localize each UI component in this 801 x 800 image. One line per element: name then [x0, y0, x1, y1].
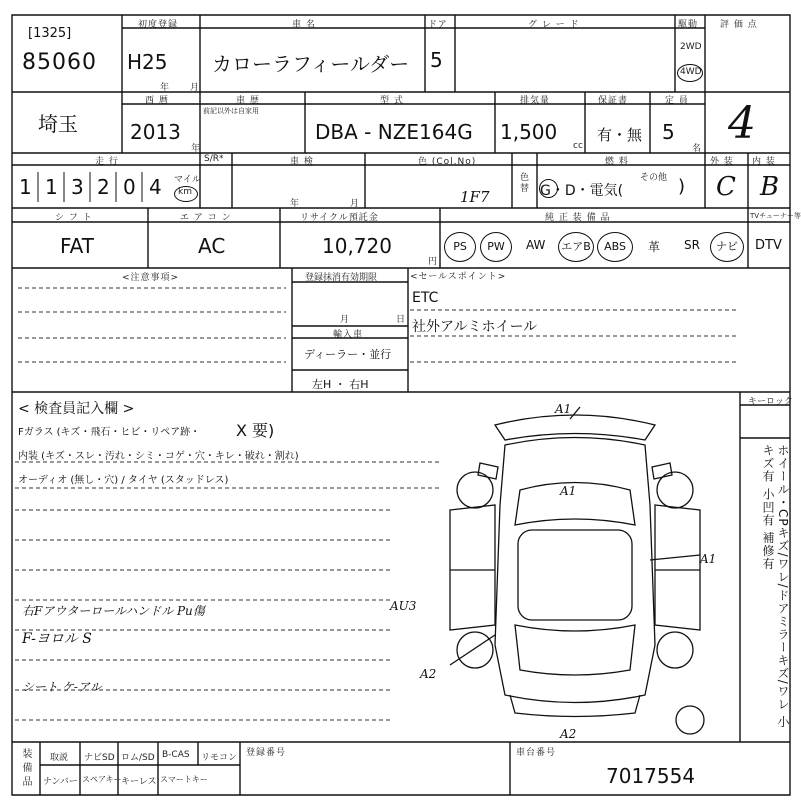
footer-item-smart-key: スマートキー: [160, 775, 208, 784]
inspection-line-1: Fガラス (キズ・飛石・ヒビ・リペア跡・: [18, 427, 201, 438]
day-label: 日: [396, 315, 407, 325]
displacement-label: 排気量: [520, 96, 551, 106]
equip-leather: 革: [648, 240, 661, 254]
footer-item-number: ナンバー: [43, 777, 78, 787]
mileage-digit-3: 3: [71, 175, 84, 199]
western-year-unit: 年: [191, 144, 202, 154]
equip-sr: SR: [684, 238, 700, 252]
mileage-digit-2: 1: [45, 175, 58, 199]
equipment-label: 純 正 装 備 品: [545, 213, 611, 223]
equip-ps: PS: [444, 232, 476, 262]
fuel-label: 燃 料: [605, 157, 629, 167]
inspection-line-3: オーディオ (無し・穴) / タイヤ (スタッドレス): [18, 475, 229, 486]
mile-unit: マイル: [174, 175, 201, 185]
exterior-value: C: [716, 172, 736, 202]
km-unit: km: [178, 187, 192, 197]
score-value: 4: [728, 98, 756, 149]
inspection-label: 車 検: [290, 157, 314, 167]
fuel-g-circle: [539, 179, 558, 198]
lot-code: [1325]: [28, 26, 72, 41]
chassis-value: 7017554: [606, 764, 696, 788]
warranty-label: 保証書: [598, 96, 629, 106]
grade-label: グ レ ー ド: [528, 20, 580, 30]
inspection-line-2: 内装 (キズ・スレ・汚れ・シミ・コゲ・穴・キレ・破れ・割れ): [18, 451, 299, 462]
capacity-label: 定 員: [665, 96, 689, 106]
mark-a1-right: A1: [700, 552, 717, 566]
key-lock-label: キーロック: [748, 397, 793, 407]
prefecture-value: 埼玉: [38, 112, 78, 136]
mark-a2-bottom: A2: [560, 727, 577, 741]
aircon-label: エ ア コ ン: [180, 213, 232, 223]
car-name-value: カローラフィールダー: [212, 52, 410, 76]
warranty-value: 有・無: [597, 126, 643, 144]
hand-note-1: 右Fアウターロールハンドル Pu傷: [22, 604, 205, 618]
drive-label: 駆動: [678, 20, 699, 30]
footer-item-rom-sd: ロム/SD: [121, 753, 155, 763]
inspection-title: < 検査員記入欄 >: [18, 401, 135, 417]
footer-item-manual: 取説: [50, 753, 69, 763]
person-unit: 名: [692, 144, 703, 154]
mileage-digit-4: 2: [97, 175, 110, 199]
first-reg-month-unit: 月: [190, 83, 201, 93]
first-reg-value: H25: [127, 50, 168, 74]
first-reg-label: 初度登録: [138, 20, 179, 30]
hand-note-2: F-ヨロル S: [22, 631, 92, 647]
steering-value: 左H ・ 右H: [312, 378, 369, 391]
footer-item-keyless: キーレス: [121, 777, 157, 787]
footer-item-spare-key: スペアキー: [82, 775, 122, 784]
color-no-value: 1F7: [460, 188, 490, 206]
western-year-value: 2013: [130, 120, 181, 144]
footer-item-remote: リモコン: [201, 753, 238, 763]
mark-a1-roof: A1: [560, 484, 577, 498]
score-label: 評 価 点: [720, 20, 758, 30]
recycle-label: リサイクル預託金: [300, 213, 379, 223]
model-value: DBA - NZE164G: [315, 120, 473, 144]
reg-deadline-label: 登録抹消有効期限: [305, 273, 378, 283]
side-note: ホイール・CPキズ/ワレ/ドアミラーキズ/ワレ 小キズ有 小凹有 補修有: [761, 444, 790, 729]
footer-items-label: 装備品: [20, 748, 31, 790]
color-label: 色 (Col.No): [418, 157, 477, 167]
car-diagram: [390, 395, 740, 741]
yen-unit: 円: [428, 257, 439, 267]
tv-value: DTV: [755, 238, 782, 253]
mileage-digit-6: 4: [149, 175, 162, 199]
fuel-other-label: その他: [640, 173, 668, 183]
shift-label: シ フ ト: [55, 213, 93, 223]
equip-abs: ABS: [597, 232, 633, 262]
car-name-label: 車 名: [292, 20, 316, 30]
door-value: 5: [430, 48, 443, 72]
sales-point-label: <セールスポイント>: [410, 272, 507, 282]
aircon-value: AC: [198, 234, 226, 258]
hand-note-3: シート ケ-アル: [22, 680, 102, 694]
mileage-digit-5: 0: [123, 175, 136, 199]
equip-airbag: エアB: [558, 232, 594, 262]
sales-point-1: ETC: [412, 290, 439, 306]
equip-pw: PW: [480, 232, 512, 262]
first-reg-year-unit: 年: [160, 83, 171, 93]
exterior-label: 外 装: [710, 157, 734, 167]
history-label: 車 歴: [236, 96, 260, 106]
inspection-year-unit: 年: [290, 199, 301, 209]
chassis-label: 車台番号: [516, 748, 557, 758]
door-label: ドア: [428, 20, 448, 30]
inspection-month-unit: 月: [350, 199, 361, 209]
drive-2wd: 2WD: [680, 42, 702, 52]
interior-value: B: [760, 172, 780, 202]
color-change-label: 色替: [518, 172, 528, 194]
mark-au3: AU3: [390, 599, 417, 613]
mark-a2-left: A2: [420, 667, 437, 681]
western-year-label: 西 暦: [145, 96, 169, 106]
caution-label: <注意事項>: [122, 273, 180, 283]
fuel-close-paren: ): [678, 176, 686, 197]
history-sub-label: 前記以外は自家用: [203, 107, 259, 115]
footer-item-bcas: B-CAS: [162, 750, 190, 760]
month-label: 月: [340, 315, 351, 325]
sales-point-2: 社外アルミホイール: [412, 319, 538, 335]
import-value: ディーラー・並行: [304, 348, 392, 361]
fuel-value: G・D・電気(: [540, 183, 624, 199]
lot-number: 85060: [22, 50, 97, 75]
mileage-label: 走 行: [95, 157, 119, 167]
capacity-value: 5: [662, 120, 675, 144]
shift-value: FAT: [60, 234, 95, 258]
displacement-value: 1,500: [500, 120, 558, 144]
equip-navi: ナビ: [710, 232, 744, 262]
equip-aw: AW: [526, 238, 546, 252]
drive-4wd: 4WD: [680, 67, 702, 77]
reg-no-label: 登録番号: [246, 748, 287, 758]
recycle-value: 10,720: [322, 234, 392, 258]
import-label: 輸入車: [333, 330, 364, 340]
mark-a1-top: A1: [555, 402, 572, 416]
interior-label: 内 装: [752, 157, 776, 167]
tv-tuner-label: TVチューナー等: [750, 212, 801, 220]
inspection-line-1-mark: X 要): [236, 421, 275, 440]
meter-swap-label: S/R*: [204, 154, 224, 164]
mileage-digit-1: 1: [19, 175, 32, 199]
footer-item-navi-sd: ナビSD: [84, 753, 115, 763]
model-label: 型 式: [380, 96, 404, 106]
cc-unit: cc: [573, 141, 583, 151]
